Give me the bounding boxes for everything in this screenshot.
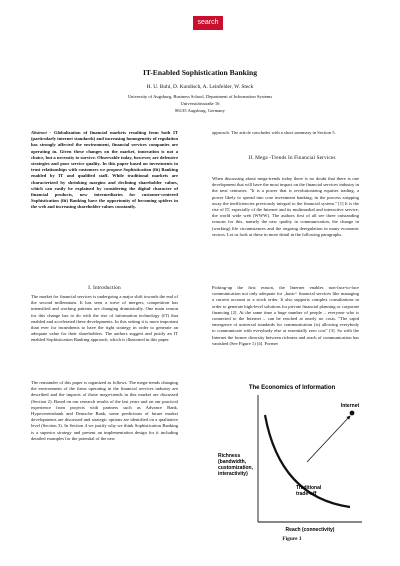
section-heading-mega-trends: II. Mega -Trends In Financial Services <box>248 155 336 161</box>
y-axis-label: Richness (bandwidth, customization, interactivity) <box>218 453 254 477</box>
curve-label: Traditional trade-off <box>296 485 322 497</box>
figure-caption: Figure 1 <box>282 536 302 542</box>
paper-affiliation <box>0 93 400 114</box>
paper-authors: H. U. Buhl, D. Kundisch, A. Leinfelder, W. Steck <box>146 84 254 90</box>
figure-title: The Economics of Information <box>248 385 336 391</box>
section-heading-introduction: I. Introduction <box>88 285 121 291</box>
mega-trends-paragraph-2: Picking-up the first reason, the Internet enables non-face-to-face communication not only adequate for „basic“ financial services like managing a current account or a stock order. It also supports complex consultations in order to generate high-level solutions for private financial planning or corporate financing [2]. At the same time a huge number of people – everyone who is connected to the Internet – can be reached at nearly no costs. "The rapid emergence of universal standards for communication (is) allowing everybody to communicate with everybody else at essentially zero cost" [3]. So with the Internet the former diversity between richness and reach of communication has vanished (See Figure 1) [4]. Former <box>212 285 359 346</box>
economics-diagram <box>212 379 372 544</box>
abstract-text: Globalization of financial markets resulting from both IT (particularly internet standards) and increasing homogeneity of regulation has strongly affected the environment, financial services companies are operating in. Given these changes on the market, innovation is not a choice, but a necessity to survive. Observable today, however, are defensive strategies and poor service quality. In this paper based on investments in trust relationships with customers we propose Sophistication (fit) Banking enabled by IT and qualified staff. While traditional markets are characterized by shrinking margins and declining shareholder values, which can easily be explained by considering the digital character of financial products, new intermediaries for customer-centered Sophistication (fit) Banking have the opportunity of becoming spiders in the web and increasing shareholder values constantly. <box>31 130 178 210</box>
x-axis-label: Reach (connectivity) <box>285 527 335 533</box>
internet-arrow <box>307 416 350 462</box>
figure-economics-of-information <box>212 379 372 544</box>
search-button[interactable]: search <box>193 16 223 30</box>
mega-trends-paragraph-1: When discussing about mega-trends today there is no doubt that there is one development that will have the most impact on the financial services industry in the next centuries. "It is a power that is revolutionizing equities trading, a power likely to spread into core investment banking, in the process stripping away the inefficiencies previously integral to the financial system." [1] It is the rise of IT, especially of the Internet and its multimedial and interactive service, the world wide web (WWW). The authors first of all see three outstanding reasons for this, namely the new quality in communication, the change in (working) life circumstances and the ongoing deregulation in many economic sectors. Let us look at these in more detail in the following paragraphs. <box>212 176 359 237</box>
internet-label: Internet <box>340 403 360 409</box>
paper-title: IT-Enabled Sophistication Banking <box>142 68 258 77</box>
intro-paragraph-1: The market for financial services is undergoing a major shift towards the end of the second millennium. It has seen a wave of mergers, competition has intensified and working patterns are changing dramatically. One main reason for this change has to do with the rise of information technology (IT) that enabled and accelerated these developments. In this setting it is more important than ever for incumbents to have the right strategy in order to generate an adequate value for their shareholders. The authors suggest and justify an IT enabled Sophistication Banking approach, which is illustrated in this paper. <box>31 294 178 343</box>
affiliation-line: University of Augsburg, Business School, Department of Information Systems <box>127 94 273 99</box>
abstract <box>31 130 178 211</box>
internet-point <box>350 411 355 416</box>
intro-paragraph-2: The remainder of this paper is organized as follows. The mega-trends changing the environment of the firms operating in the financial services industry are described and the impacts of those mega-trends in this market are discussed (Section 2). Based on our research results of the last years and on our practical experience from projects with partners such as Advance Bank, Hypovereinsbank and Deutsche Bank, some predictions of future market developments are discussed and strategic options are identified on a qualitative level (Section 3). In Section 4 we justify why we think Sophistication Banking is a superior strategy and present an implementation design for it including detailed examples for the potential of the new <box>31 380 178 441</box>
right-column-paragraph: approach. The article concludes with a short summary in Section 5. <box>212 130 336 135</box>
affiliation-line: Universitätsstraße 16 <box>180 101 220 106</box>
affiliation-line: 86135 Augsburg, Germany <box>175 108 225 113</box>
abstract-label: Abstract - <box>31 130 55 135</box>
